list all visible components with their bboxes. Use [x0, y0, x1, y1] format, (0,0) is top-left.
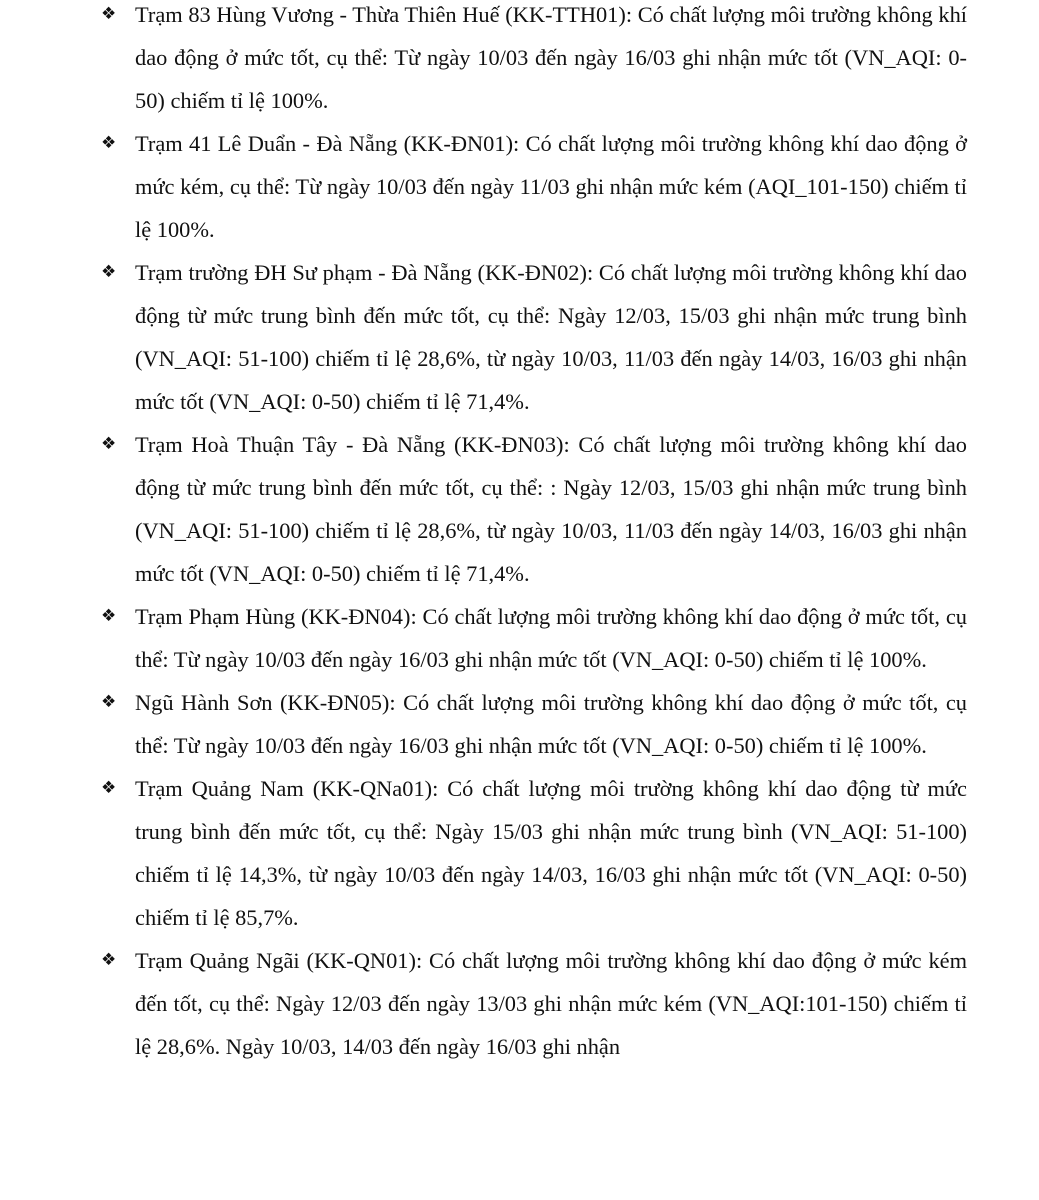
diamond-bullet-icon: ❖ [101, 434, 117, 454]
diamond-bullet-icon: ❖ [101, 778, 117, 798]
list-item-text: Trạm trường ĐH Sư phạm - Đà Nẵng (KK-ĐN02): Có chất lượng môi trường không khí dao động từ mức trung bình đến mức tốt, cụ thể: Ngày 12/03, 15/03 ghi nhận mức trung bình (VN_AQI: 51-100) chiếm tỉ lệ 28,6%, từ ngày 10/03, 11/03 đến ngày 14/03, 16/03 ghi nhận mức tốt (VN_AQI: 0-50) chiếm tỉ lệ 71,4%. [135, 260, 967, 414]
list-item-kk-dn03 [101, 423, 967, 595]
diamond-bullet-icon: ❖ [101, 262, 117, 282]
list-item-text: Trạm Quảng Nam (KK-QNa01): Có chất lượng môi trường không khí dao động từ mức trung bình đến mức tốt, cụ thể: Ngày 15/03 ghi nhận mức trung bình (VN_AQI: 51-100) chiếm tỉ lệ 14,3%, từ ngày 10/03 đến ngày 14/03, 16/03 ghi nhận mức tốt (VN_AQI: 0-50) chiếm tỉ lệ 85,7%. [135, 776, 967, 930]
list-item-kk-qn01 [101, 939, 967, 1068]
diamond-bullet-icon: ❖ [101, 950, 117, 970]
list-item-kk-tth01 [101, 0, 967, 122]
list-item-text: Ngũ Hành Sơn (KK-ĐN05): Có chất lượng môi trường không khí dao động ở mức tốt, cụ thể: Từ ngày 10/03 đến ngày 16/03 ghi nhận mức tốt (VN_AQI: 0-50) chiếm tỉ lệ 100%. [135, 690, 967, 758]
list-item-kk-dn01 [101, 122, 967, 251]
list-item-text: Trạm Phạm Hùng (KK-ĐN04): Có chất lượng môi trường không khí dao động ở mức tốt, cụ thể: Từ ngày 10/03 đến ngày 16/03 ghi nhận mức tốt (VN_AQI: 0-50) chiếm tỉ lệ 100%. [135, 604, 967, 672]
list-item-text: Trạm Quảng Ngãi (KK-QN01): Có chất lượng môi trường không khí dao động ở mức kém đến tốt, cụ thể: Ngày 12/03 đến ngày 13/03 ghi nhận mức kém (VN_AQI:101-150) chiếm tỉ lệ 28,6%. Ngày 10/03, 14/03 đến ngày 16/03 ghi nhận [135, 948, 967, 1059]
list-item-text: Trạm Hoà Thuận Tây - Đà Nẵng (KK-ĐN03): Có chất lượng môi trường không khí dao động từ mức trung bình đến mức tốt, cụ thể: : Ngày 12/03, 15/03 ghi nhận mức trung bình (VN_AQI: 51-100) chiếm tỉ lệ 28,6%, từ ngày 10/03, 11/03 đến ngày 14/03, 16/03 ghi nhận mức tốt (VN_AQI: 0-50) chiếm tỉ lệ 71,4%. [135, 432, 967, 586]
diamond-bullet-icon: ❖ [101, 606, 117, 626]
list-item-kk-dn04 [101, 595, 967, 681]
diamond-bullet-icon: ❖ [101, 4, 117, 24]
list-item-kk-dn05 [101, 681, 967, 767]
diamond-bullet-icon: ❖ [101, 692, 117, 712]
list-item-text: Trạm 83 Hùng Vương - Thừa Thiên Huế (KK-TTH01): Có chất lượng môi trường không khí dao động ở mức tốt, cụ thể: Từ ngày 10/03 đến ngày 16/03 ghi nhận mức tốt (VN_AQI: 0-50) chiếm tỉ lệ 100%. [135, 2, 967, 113]
list-item-text: Trạm 41 Lê Duẩn - Đà Nẵng (KK-ĐN01): Có chất lượng môi trường không khí dao động ở mức kém, cụ thể: Từ ngày 10/03 đến ngày 11/03 ghi nhận mức kém (AQI_101-150) chiếm tỉ lệ 100%. [135, 131, 967, 242]
list-item-kk-dn02 [101, 251, 967, 423]
diamond-bullet-icon: ❖ [101, 133, 117, 153]
list-item-kk-qna01 [101, 767, 967, 939]
